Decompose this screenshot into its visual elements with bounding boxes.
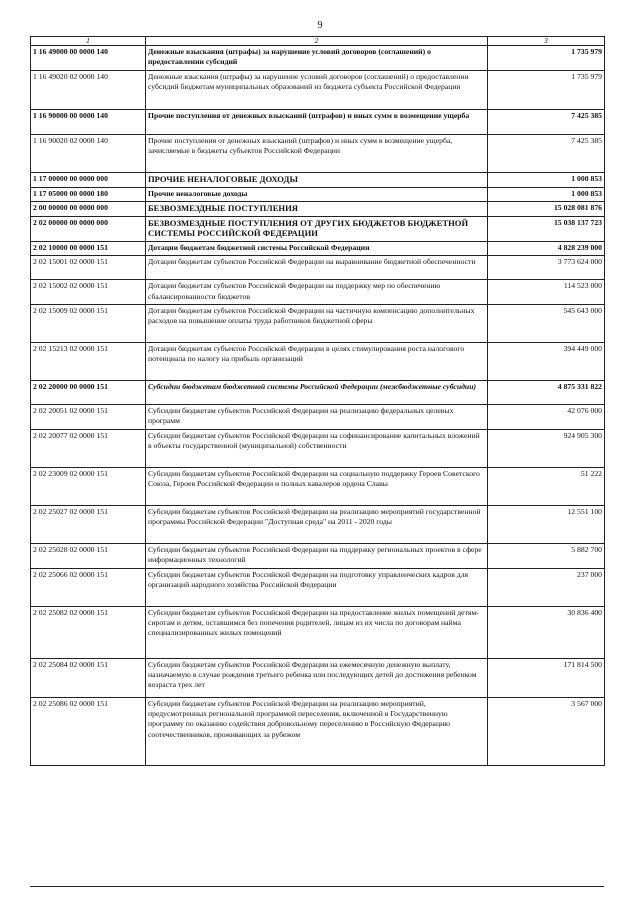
- row-amount: 237 000: [488, 568, 605, 606]
- column-number-1: 1: [31, 37, 146, 46]
- row-amount: 1 735 979: [488, 71, 605, 110]
- table-row: [31, 505, 605, 543]
- row-name: Прочие поступления от денежных взысканий (штрафов) и иных сумм в возмещение ущерба: [146, 110, 488, 135]
- table-row: [31, 467, 605, 505]
- row-amount: 15 028 081 876: [488, 202, 605, 217]
- table-row: [31, 429, 605, 467]
- column-number-2: 2: [146, 37, 488, 46]
- table-row: [31, 658, 605, 697]
- table-row: [31, 187, 605, 201]
- row-name: Дотации бюджетам субъектов Российской Федерации на поддержку мер по обеспечению сбалансированности бюджетов: [146, 280, 488, 305]
- row-name: Дотации бюджетам бюджетной системы Российской Федерации: [146, 241, 488, 255]
- row-name: Прочие неналоговые доходы: [146, 187, 488, 201]
- table-row: [31, 568, 605, 606]
- row-code: 2 02 15213 02 0000 151: [31, 343, 146, 381]
- row-amount: 51 222: [488, 467, 605, 505]
- row-code: 2 02 20051 02 0000 151: [31, 405, 146, 430]
- row-code: 2 02 20000 00 0000 151: [31, 381, 146, 405]
- row-amount: 12 551 100: [488, 505, 605, 543]
- row-code: 2 02 15009 02 0000 151: [31, 305, 146, 343]
- row-code: 1 16 49000 00 0000 140: [31, 46, 146, 71]
- row-name: БЕЗВОЗМЕЗДНЫЕ ПОСТУПЛЕНИЯ: [146, 202, 488, 217]
- row-code: 1 16 90020 02 0000 140: [31, 135, 146, 173]
- table-body: [31, 37, 605, 766]
- row-code: 2 02 25066 02 0000 151: [31, 568, 146, 606]
- table-row: [31, 343, 605, 381]
- row-code: 2 02 15001 02 0000 151: [31, 256, 146, 280]
- row-code: 2 02 10000 00 0000 151: [31, 241, 146, 255]
- row-amount: 114 523 000: [488, 280, 605, 305]
- row-amount: 15 038 137 723: [488, 216, 605, 241]
- row-code: 2 02 20077 02 0000 151: [31, 429, 146, 467]
- row-name: ПРОЧИЕ НЕНАЛОГОВЫЕ ДОХОДЫ: [146, 173, 488, 188]
- row-amount: 7 425 385: [488, 135, 605, 173]
- row-name: Субсидии бюджетам бюджетной системы Российской Федерации (межбюджетные субсидии): [146, 381, 488, 405]
- row-amount: 171 814 500: [488, 658, 605, 697]
- table-row: [31, 135, 605, 173]
- table-row: [31, 110, 605, 135]
- row-code: 2 02 25028 02 0000 151: [31, 543, 146, 568]
- row-name: Денежные взыскания (штрафы) за нарушение условий договоров (соглашений) о предоставлении субсидий бюджетам муниципальных образований из бюджета субъекта Российской Федерации: [146, 71, 488, 110]
- row-name: Субсидии бюджетам субъектов Российской Федерации на социальную поддержку Героев Советского Союза, Героев Российской Федерации и полных кавалеров ордена Славы: [146, 467, 488, 505]
- table-row: [31, 46, 605, 71]
- row-code: 2 02 15002 02 0000 151: [31, 280, 146, 305]
- row-amount: 1 000 853: [488, 173, 605, 188]
- budget-revenue-table: [30, 36, 605, 766]
- row-code: 1 17 05000 00 0000 180: [31, 187, 146, 201]
- row-amount: 1 000 853: [488, 187, 605, 201]
- row-name: Дотации бюджетам субъектов Российской Федерации в целях стимулирования роста налогового потенциала по налогу на прибыль организаций: [146, 343, 488, 381]
- table-row: [31, 71, 605, 110]
- row-amount: 924 905 300: [488, 429, 605, 467]
- row-amount: 5 882 700: [488, 543, 605, 568]
- table-row: [31, 256, 605, 280]
- row-amount: 4 875 331 822: [488, 381, 605, 405]
- row-name: Субсидии бюджетам субъектов Российской Федерации на ежемесячную денежную выплату, назначаемую в случае рождения третьего ребенка или последующих детей до достижения ребенком возраста трех лет: [146, 658, 488, 697]
- row-name: Прочие поступления от денежных взысканий (штрафов) и иных сумм в возмещение ущерба, зачисляемые в бюджеты субъектов Российской Федерации: [146, 135, 488, 173]
- row-amount: 545 643 000: [488, 305, 605, 343]
- row-name: Субсидии бюджетам субъектов Российской Федерации на подготовку управленческих кадров для организаций народного хозяйства Российской Федерации: [146, 568, 488, 606]
- row-code: 2 02 25084 02 0000 151: [31, 658, 146, 697]
- table-row: [31, 173, 605, 188]
- table-row: [31, 241, 605, 255]
- table-row: [31, 697, 605, 765]
- row-code: 2 02 25086 02 0000 151: [31, 697, 146, 765]
- row-amount: 1 735 979: [488, 46, 605, 71]
- row-amount: 3 567 000: [488, 697, 605, 765]
- row-amount: 394 449 000: [488, 343, 605, 381]
- row-amount: 3 773 624 000: [488, 256, 605, 280]
- table-row: [31, 216, 605, 241]
- table-row: [31, 606, 605, 658]
- row-name: Дотации бюджетам субъектов Российской Федерации на выравнивание бюджетной обеспеченности: [146, 256, 488, 280]
- row-code: 2 02 25027 02 0000 151: [31, 505, 146, 543]
- row-code: 2 00 00000 00 0000 000: [31, 202, 146, 217]
- table-row: [31, 405, 605, 430]
- row-name: Дотации бюджетам субъектов Российской Федерации на частичную компенсацию дополнительных расходов на повышение оплаты труда работников бюджетной сферы: [146, 305, 488, 343]
- row-name: Денежные взыскания (штрафы) за нарушение условий договоров (соглашений) о предоставлении субсидий: [146, 46, 488, 71]
- page-number: 9: [317, 20, 323, 31]
- row-name: Субсидии бюджетам субъектов Российской Федерации на поддержку региональных проектов в сфере информационных технологий: [146, 543, 488, 568]
- row-code: 2 02 00000 00 0000 000: [31, 216, 146, 241]
- column-number-3: 3: [488, 37, 605, 46]
- row-amount: 4 828 239 000: [488, 241, 605, 255]
- row-name: Субсидии бюджетам субъектов Российской Федерации на предоставление жилых помещений детям-сиротам и детям, оставшимся без попечения родителей, лицам из их числа по договорам найма специализированных жилых помещений: [146, 606, 488, 658]
- row-name: Субсидии бюджетам субъектов Российской Федерации на реализацию федеральных целевых программ: [146, 405, 488, 430]
- row-code: 1 16 49020 02 0000 140: [31, 71, 146, 110]
- row-amount: 30 836 400: [488, 606, 605, 658]
- column-number-row: [31, 37, 605, 46]
- row-name: Субсидии бюджетам субъектов Российской Федерации на софинансирование капитальных вложений в объекты государственной (муниципальной) собственности: [146, 429, 488, 467]
- table-row: [31, 305, 605, 343]
- row-name: Субсидии бюджетам субъектов Российской Федерации на реализацию мероприятий государственной программы Российской Федерации "Доступная среда" на 2011 - 2020 годы: [146, 505, 488, 543]
- table-row: [31, 202, 605, 217]
- row-code: 2 02 23009 02 0000 151: [31, 467, 146, 505]
- row-code: 1 17 00000 00 0000 000: [31, 173, 146, 188]
- row-code: 1 16 90000 00 0000 140: [31, 110, 146, 135]
- row-name: Субсидии бюджетам субъектов Российской Федерации на реализацию мероприятий, предусмотренных региональной программой переселения, включенной в Государственную программу по оказанию содействия добровольному переселению в Российскую Федерацию соотечественников, проживающих за рубежом: [146, 697, 488, 765]
- table-row: [31, 543, 605, 568]
- table-row: [31, 280, 605, 305]
- bottom-rule: [30, 886, 604, 887]
- row-amount: 42 076 000: [488, 405, 605, 430]
- row-amount: 7 425 385: [488, 110, 605, 135]
- row-code: 2 02 25082 02 0000 151: [31, 606, 146, 658]
- table-row: [31, 381, 605, 405]
- row-name: БЕЗВОЗМЕЗДНЫЕ ПОСТУПЛЕНИЯ ОТ ДРУГИХ БЮДЖЕТОВ БЮДЖЕТНОЙ СИСТЕМЫ РОССИЙСКОЙ ФЕДЕРАЦИИ: [146, 216, 488, 241]
